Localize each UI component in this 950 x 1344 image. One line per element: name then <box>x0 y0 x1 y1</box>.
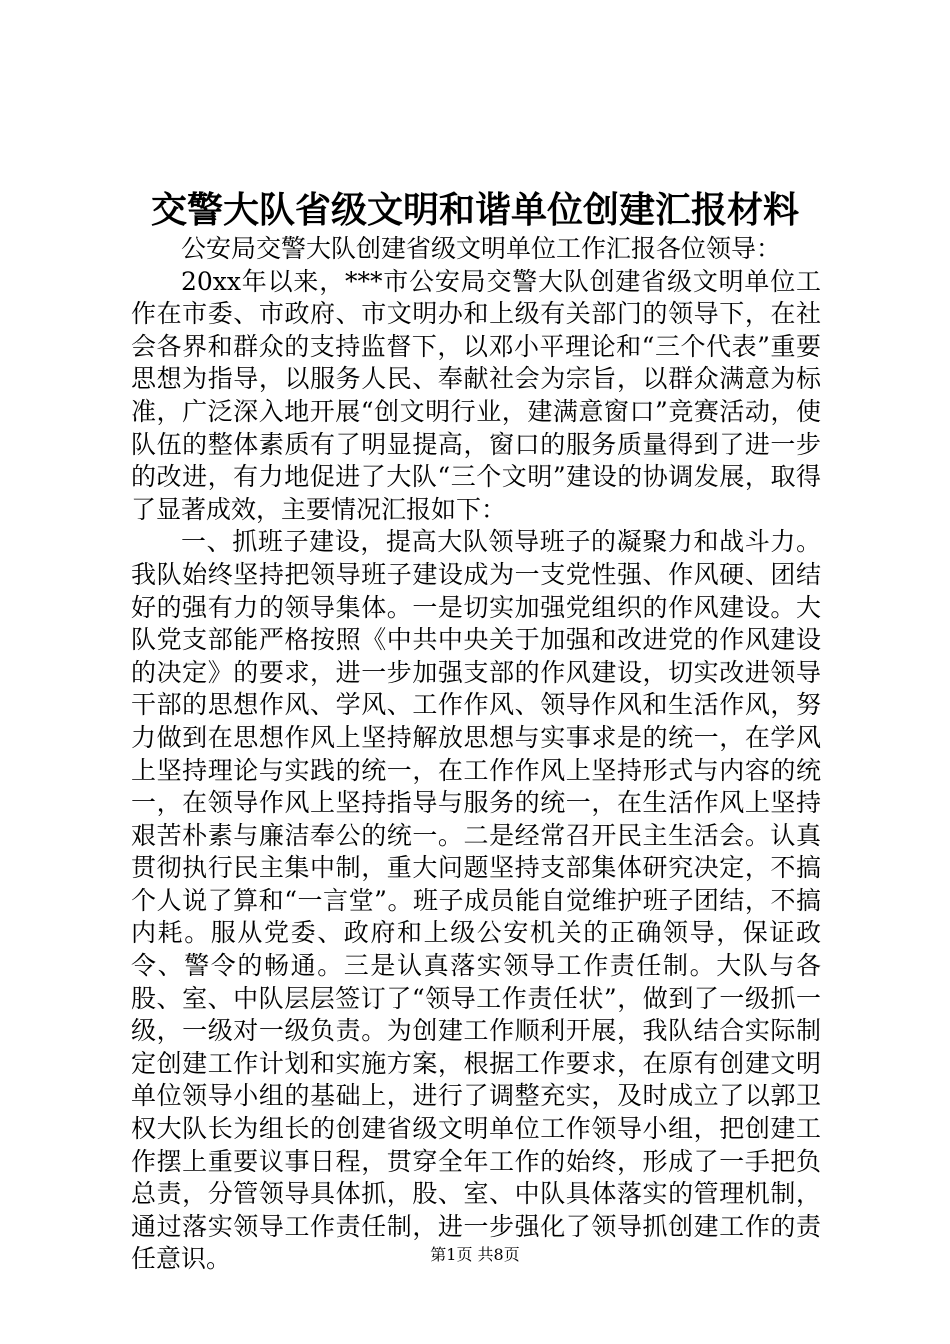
document-body <box>131 233 821 1276</box>
document-title: 交警大队省级文明和谐单位创建汇报材料 <box>150 189 799 231</box>
page-number-footer: 第1页 共8页 <box>430 1245 520 1264</box>
paragraph-intro: 20xx年以来，***市公安局交警大队创建省级文明单位工作在市委、市政府、市文明办和上级有关部门的领导下，在社会各界和群众的支持监督下，以邓小平理论和“三个代表”重要思想为指导，以服务人民、奉献社会为宗旨，以群众满意为标准，广泛深入地开展“创文明行业，建满意窗口”竞赛活动，使队伍的整体素质有了明显提高，窗口的服务质量得到了进一步的改进，有力地促进了大队“三个文明”建设的协调发展，取得了显著成效，主要情况汇报如下： <box>131 266 821 524</box>
paragraph-salutation: 公安局交警大队创建省级文明单位工作汇报各位领导： <box>181 234 782 263</box>
paragraph-section-one: 一、抓班子建设，提高大队领导班子的凝聚力和战斗力。我队始终坚持把领导班子建设成为一支党性强、作风硬、团结好的强有力的领导集体。一是切实加强党组织的作风建设。大队党支部能严格按照《中共中央关于加强和改进党的作风建设的决定》的要求，进一步加强支部的作风建设，切实改进领导干部的思想作风、学风、工作作风、领导作风和生活作风，努力做到在思想作风上坚持解放思想与实事求是的统一，在学风上坚持理论与实践的统一，在工作作风上坚持形式与内容的统一，在领导作风上坚持指导与服务的统一，在生活作风上坚持艰苦朴素与廉洁奉公的统一。二是经常召开民主生活会。认真贯彻执行民主集中制，重大问题坚持支部集体研究决定，不搞个人说了算和“一言堂”。班子成员能自觉维护班子团结，不搞内耗。服从党委、政府和上级公安机关的正确领导，保证政令、警令的畅通。三是认真落实领导工作责任制。大队与各股、室、中队层层签订了“领导工作责任状”，做到了一级抓一级，一级对一级负责。为创建工作顺利开展，我队结合实际制定创建工作计划和实施方案，根据工作要求，在原有创建文明单位领导小组的基础上，进行了调整充实，及时成立了以郭卫权大队长为组长的创建省级文明单位工作领导小组，把创建工作摆上重要议事日程，贯穿全年工作的始终，形成了一手把负总责，分管领导具体抓，股、室、中队具体落实的管理机制，通过落实领导工作责任制，进一步强化了领导抓创建工作的责任意识。 <box>131 527 821 1274</box>
